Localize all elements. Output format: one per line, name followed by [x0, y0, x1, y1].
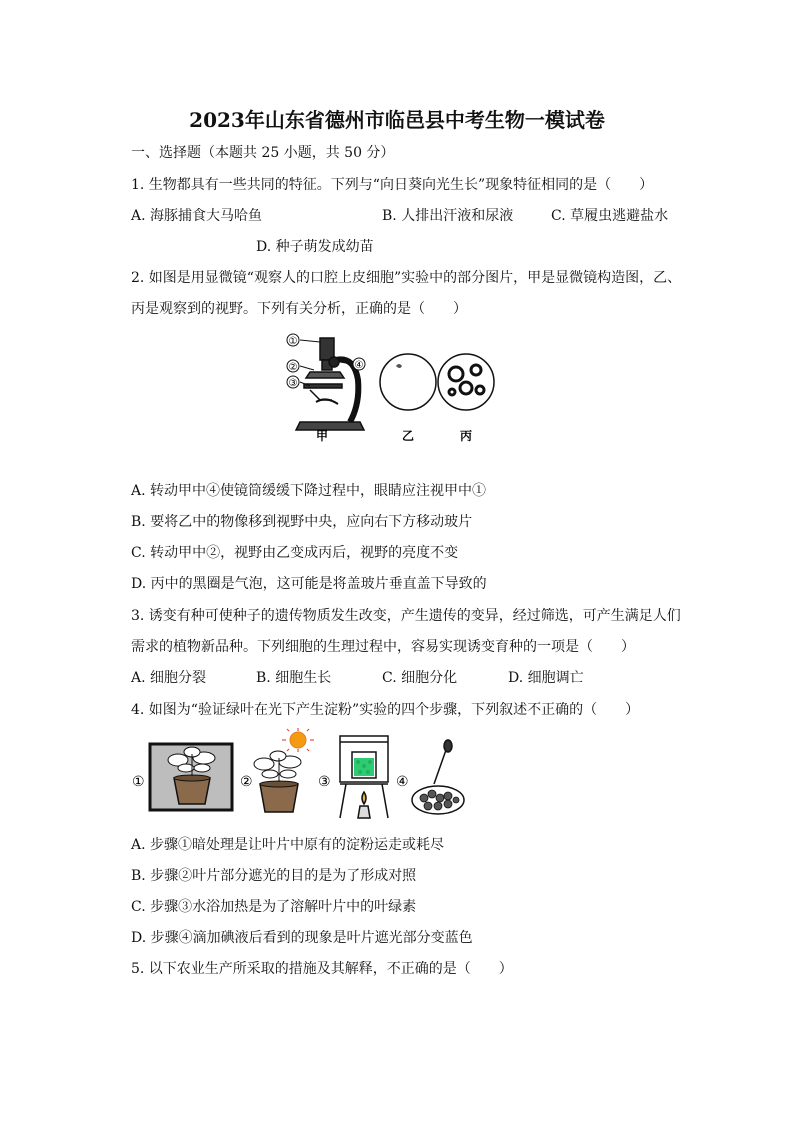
starch-experiment-diagram [128, 728, 468, 824]
q3-option-b: B. 细胞生长 [256, 670, 332, 686]
q2-option-d: D. 丙中的黑圈是气泡，这可能是将盖玻片垂直盖下导致的 [131, 576, 487, 592]
q1-option-c: C. 草履虫逃避盐水 [551, 208, 669, 224]
label-jia: 甲 [315, 429, 329, 443]
q4-option-a: A. 步骤①暗处理是让叶片中原有的淀粉运走或耗尽 [131, 837, 445, 853]
microscope-diagram [280, 330, 500, 446]
q5-stem: 5. 以下农业生产所采取的措施及其解释，不正确的是（ ） [131, 961, 513, 977]
q4-option-c: C. 步骤③水浴加热是为了溶解叶片中的叶绿素 [131, 899, 417, 915]
step-2-label: ② [240, 774, 253, 790]
section-heading: 一、选择题（本题共 25 小题，共 50 分） [131, 145, 395, 161]
q3-option-c: C. 细胞分化 [382, 670, 458, 686]
petri-dish-icon [412, 786, 464, 814]
iodine-dropper-icon [434, 740, 452, 784]
label-1: ① [288, 336, 298, 347]
q1-option-a: A. 海豚捕食大马哈鱼 [131, 208, 263, 224]
label-4: ④ [354, 360, 364, 371]
q1-option-d: D. 种子萌发成幼苗 [256, 239, 374, 255]
q4-option-d: D. 步骤④滴加碘液后看到的现象是叶片遮光部分变蓝色 [131, 930, 473, 946]
q4-stem: 4. 如图为“验证绿叶在光下产生淀粉”实验的四个步骤，下列叙述不正确的（ ） [131, 702, 640, 718]
potted-plant-icon [254, 751, 301, 812]
page-title: 2023年山东省德州市临邑县中考生物一模试卷 [189, 108, 605, 132]
dark-box-plant-icon [150, 744, 232, 810]
starch-experiment-figure [128, 728, 468, 824]
q3-stem-line2: 需求的植物新品种。下列细胞的生理过程中，容易实现诱变育种的一项是（ ） [131, 639, 635, 655]
q2-option-a: A. 转动甲中④使镜筒缓缓下降过程中，眼睛应注视甲中① [131, 483, 487, 499]
q2-option-c: C. 转动甲中②，视野由乙变成丙后，视野的亮度不变 [131, 545, 459, 561]
q3-stem-line1: 3. 诱变有种可使种子的遗传物质发生改变，产生遗传的变异，经过筛选，可产生满足人们 [131, 608, 681, 624]
q3-option-d: D. 细胞调亡 [508, 670, 584, 686]
view-yi-circle [380, 354, 436, 410]
microscope-figure [280, 330, 500, 446]
step-4-label: ④ [396, 774, 409, 790]
label-bing: 丙 [459, 429, 473, 443]
q3-option-a: A. 细胞分裂 [131, 670, 207, 686]
label-3: ③ [288, 378, 298, 389]
step-3-label: ③ [318, 774, 331, 790]
q2-option-b: B. 要将乙中的物像移到视野中央，应向右下方移动玻片 [131, 514, 473, 530]
label-2: ② [288, 362, 298, 373]
step-1-label: ① [132, 774, 145, 790]
label-yi: 乙 [401, 429, 415, 443]
water-bath-icon [340, 736, 388, 818]
q1-option-b: B. 人排出汗液和尿液 [382, 208, 514, 224]
q1-stem: 1. 生物都具有一些共同的特征。下列与“向日葵向光生长”现象特征相同的是（ ） [131, 177, 654, 193]
sun-icon [282, 728, 314, 752]
q2-stem-line1: 2. 如图是用显微镜“观察人的口腔上皮细胞”实验中的部分图片，甲是显微镜构造图，乙、 [131, 270, 682, 286]
q2-stem-line2: 丙是观察到的视野。下列有关分析，正确的是（ ） [131, 301, 467, 317]
q4-option-b: B. 步骤②叶片部分遮光的目的是为了形成对照 [131, 868, 417, 884]
